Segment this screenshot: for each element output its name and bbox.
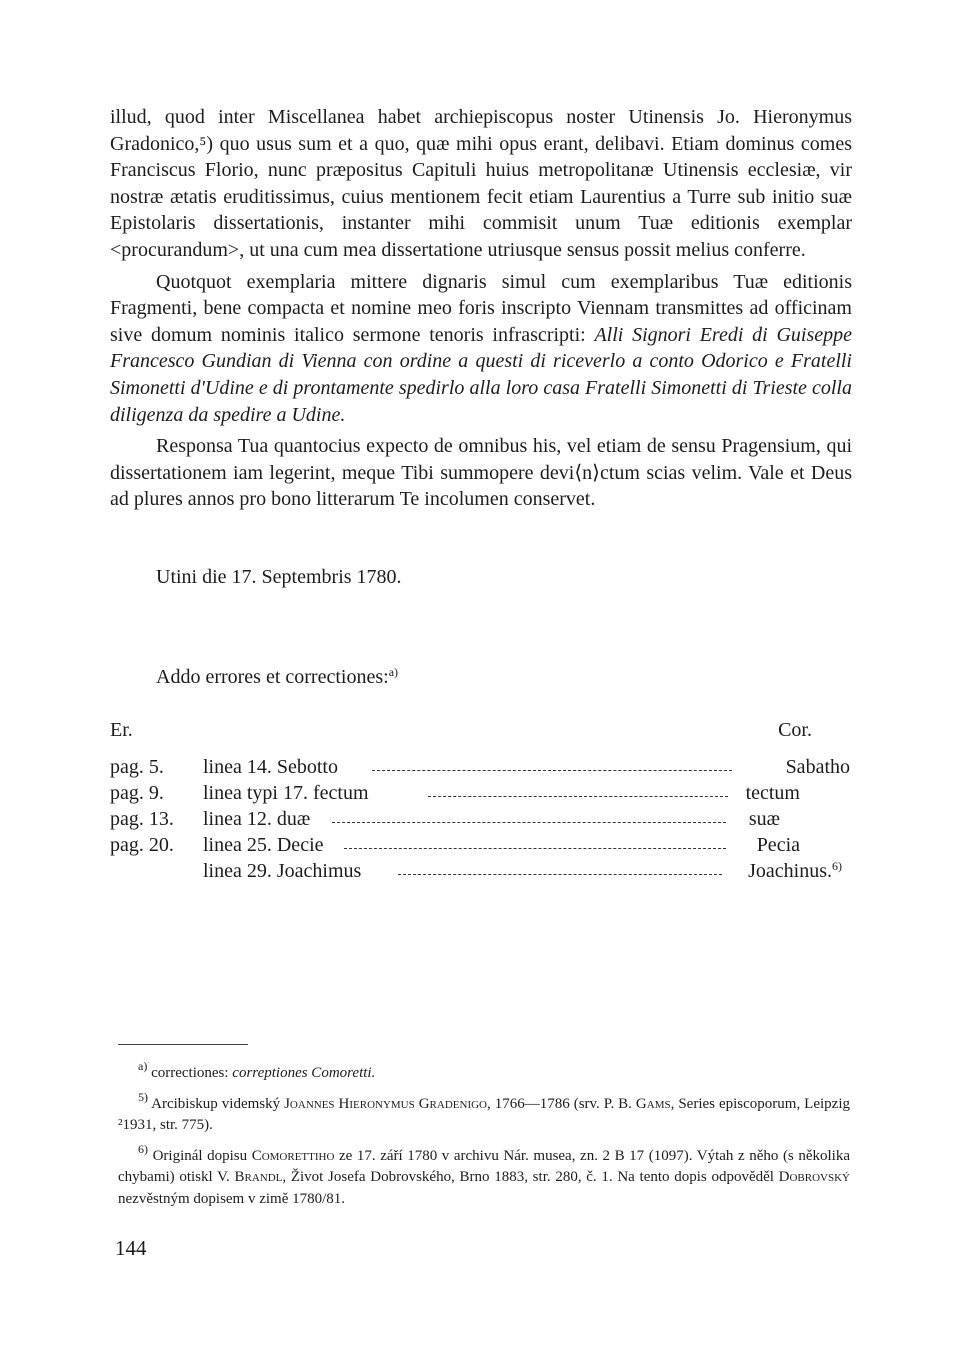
errata-row: [110, 808, 850, 834]
paragraph-2-text: Quotquot exemplaria mittere dignaris simul cum exemplaribus Tuæ editionis Fragmenti, bene compacta et nomine meo foris inscripto Viennam transmittes ad officinam sive domum nominis italico sermone tenoris infrascripti:: [110, 270, 852, 346]
errata-intro-text: Addo errores et correctiones:: [156, 666, 389, 688]
dash-leader: [344, 848, 726, 849]
errata-line: linea 25. Decie: [203, 834, 324, 856]
errata-line: linea 29. Joachimus: [203, 860, 362, 882]
footnote-name: Dobrovský: [778, 1169, 850, 1185]
errata-line: linea 14. Sebotto: [203, 756, 338, 778]
footnote-text: nezvěstným dopisem v zimě 1780/81.: [118, 1190, 346, 1207]
errata-correction-text: suæ: [748, 808, 780, 830]
paragraph-1: illud, quod inter Miscellanea habet archiepiscopus noster Utinensis Jo. Hieronymus Gradonico,⁵) quo usus sum et a quo, quæ mihi opus erant, delibavi. Etiam dominus comes Franciscus Florio, nunc præpositus Capituli huius metropolitanæ Utinensis ecclesiæ, vir nostræ ætatis eruditissimus, cuius mentionem fecit etiam Laurentius a Turre sub initio suæ Epistolaris dissertationis, instanter mihi commisit unum Tuæ editionis exemplar <procurandum>, ut una cum mea dissertatione utriusque sensus possit melius conferre.: [110, 106, 852, 261]
errata-correction: [749, 808, 780, 831]
errata-correction: [786, 756, 850, 779]
footnote-mark: a): [138, 1059, 148, 1073]
errata-line: linea typi 17. fectum: [203, 782, 369, 804]
paragraph-2: [110, 269, 852, 429]
errata-row: [110, 756, 850, 782]
errata-row: [110, 834, 850, 860]
errata-correction: [748, 860, 842, 883]
footnote-text: Arcibiskup videmský: [148, 1095, 285, 1112]
page-number: 144: [115, 1236, 147, 1260]
footnote-6: [118, 1141, 850, 1211]
footnote-separator: [118, 1044, 248, 1045]
dash-leader: [428, 796, 728, 797]
footnote-mark: 6): [138, 1141, 148, 1156]
errata-line: linea 12. duæ: [203, 808, 311, 830]
paragraph-2-address: Alli Signori Eredi di Guiseppe Francesco Gundian di Vienna con ordine a questi di riceverlo a conto Odorico e Fratelli Simonetti d'Udine e di prontamente spedirlo alla loro casa Fratelli Simonetti di Trieste colla diligenza da spedire a Udine.: [110, 323, 852, 426]
errata-cor-header: Cor.: [778, 719, 812, 741]
dash-leader: [332, 822, 726, 823]
footnote-italic: correptiones Comoretti.: [232, 1065, 376, 1081]
footnote-text: , Život Josefa Dobrovského, Brno 1883, str. 280, č. 1. Na tento dopis odpověděl: [282, 1169, 779, 1185]
errata-er-header: Er.: [110, 719, 133, 741]
errata-correction-text: Joachinus.: [748, 860, 832, 882]
dash-leader: [372, 770, 732, 771]
footnote-text: Originál dopisu: [148, 1147, 252, 1164]
paragraph-3: Responsa Tua quantocius expecto de omnibus his, vel etiam de sensu Pragensium, qui dissertationem iam legerint, meque Tibi summopere devi⟨n⟩ctum scias velim. Vale et Deus ad plures annos pro bono litterarum Te incolumen conservet.: [110, 435, 852, 511]
footnote-text: correctiones:: [147, 1065, 233, 1081]
errata-correction-text: Sabatho: [785, 756, 850, 778]
footnote-text: , 1766—1786 (srv. P. B.: [487, 1095, 636, 1112]
footnote-name: Gams: [635, 1095, 671, 1112]
dash-leader: [398, 874, 722, 875]
errata-page: pag. 5.: [110, 756, 164, 778]
errata-correction: [746, 782, 800, 805]
errata-correction-text: tectum: [745, 782, 800, 804]
footnote-name: Joannes Hieronymus Gradenigo: [284, 1095, 487, 1112]
dateline: Utini die 17. Septembris 1780.: [156, 566, 402, 588]
errata-page: pag. 9.: [110, 782, 164, 804]
errata-row: [110, 782, 850, 808]
footnote-text: , Series episcoporum, Leipzig ²1931, str. 775).: [118, 1095, 850, 1133]
footnote-ref-6: 6): [832, 859, 842, 873]
footnote-name: Comorettiho: [251, 1147, 335, 1164]
footnote-ref-a: a): [388, 665, 399, 679]
errata-page: pag. 13.: [110, 808, 174, 830]
footnote-name: Brandl: [234, 1169, 283, 1185]
footnote-a: [118, 1059, 850, 1085]
footnote-text: ze 17. září 1780 v archivu Nár. musea, zn. 2 B 17 (1097). Výtah z něho (s několika chybami) otiskl V.: [118, 1147, 850, 1185]
footnotes: [118, 1059, 850, 1219]
errata-intro: [156, 666, 398, 689]
errata-table: [110, 756, 850, 886]
errata-page: pag. 20.: [110, 834, 174, 856]
errata-correction-text: Pecia: [756, 834, 800, 856]
errata-correction: [757, 834, 800, 857]
errata-row: [110, 860, 850, 886]
footnote-5: [118, 1089, 850, 1137]
letter-body: [110, 104, 852, 513]
footnote-mark: 5): [138, 1089, 148, 1104]
